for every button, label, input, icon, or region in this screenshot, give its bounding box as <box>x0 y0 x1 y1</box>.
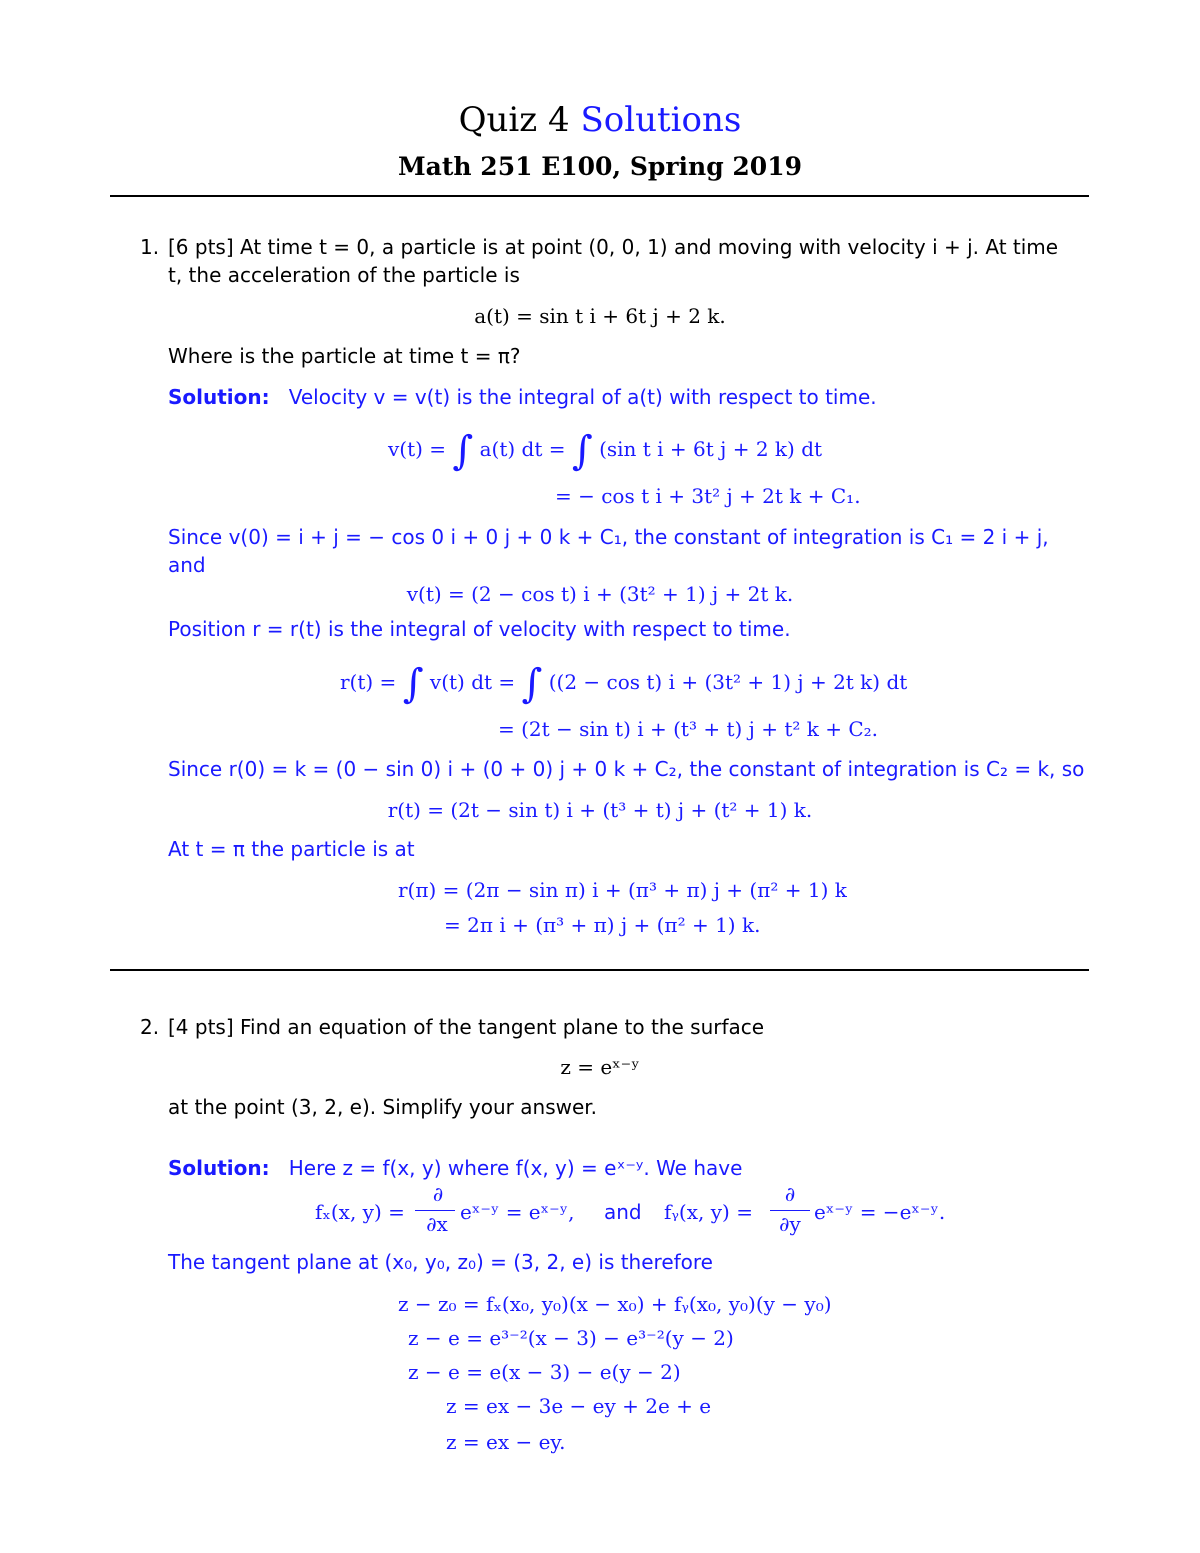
position-intro: Position r = r(t) is the integral of velocity with respect to time. <box>168 617 791 641</box>
acceleration-equation: a(t) = sin t i + 6t j + 2 k. <box>474 304 726 328</box>
fx-fraction-bar <box>415 1210 455 1211</box>
r-pi-line1: r(π) = (2π − sin π) i + (π³ + π) j + (π² + 1) k <box>398 878 847 902</box>
position-lhs: r(t) = <box>340 670 397 694</box>
fy-fraction-bar <box>770 1210 810 1211</box>
velocity-rhs: (sin t i + 6t j + 2 k) dt <box>599 437 823 461</box>
since-v-and: and <box>168 553 206 577</box>
problem2-number: 2. <box>140 1015 160 1039</box>
problem2-solution <box>168 1156 742 1180</box>
position-integral-line <box>340 661 907 707</box>
fy-rhs: eˣ⁻ʸ = −eˣ⁻ʸ. <box>814 1200 946 1224</box>
since-v-line: Since v(0) = i + j = − cos 0 i + 0 j + 0 k + C₁, the constant of integration is C₁ = 2 i + j, <box>168 525 1049 549</box>
problem2-at-point: at the point (3, 2, e). Simplify your answer. <box>168 1095 598 1119</box>
tangent-step: z = ex − 3e − ey + 2e + e <box>446 1394 712 1418</box>
solution-label: Solution: <box>168 1156 270 1180</box>
integral-sign: ∫ <box>571 428 593 474</box>
fy-fraction-num: ∂ <box>784 1182 796 1206</box>
velocity-mid: a(t) dt = <box>479 437 566 461</box>
fx-fraction-den: ∂x <box>426 1212 448 1236</box>
position-final: r(t) = (2t − sin t) i + (t³ + t) j + (t² + 1) k. <box>387 798 813 822</box>
fx-lhs: fₓ(x, y) = <box>315 1200 405 1224</box>
integral-sign: ∫ <box>521 661 543 707</box>
position-result: = (2t − sin t) i + (t³ + t) j + t² k + C₂. <box>498 717 878 741</box>
velocity-result: = − cos t i + 3t² j + 2t k + C₁. <box>555 484 861 508</box>
surface-equation: z = eˣ⁻ʸ <box>560 1055 640 1079</box>
since-r-line: Since r(0) = k = (0 − sin 0) i + (0 + 0) j + 0 k + C₂, the constant of integration is C₂ = k, so <box>168 757 1085 781</box>
fy-fraction-den: ∂y <box>779 1212 801 1236</box>
problem1-number: 1. <box>140 235 160 259</box>
problem1-statement-line1: [6 pts] At time t = 0, a particle is at point (0, 0, 1) and moving with velocity i + j. At time <box>168 235 1059 259</box>
integral-sign: ∫ <box>402 661 424 707</box>
tangent-step: z − e = e(x − 3) − e(y − 2) <box>408 1360 681 1384</box>
problem2-intro: Here z = f(x, y) where f(x, y) = eˣ⁻ʸ. We have <box>288 1156 743 1180</box>
top-divider <box>110 195 1089 197</box>
title-quiz: Quiz 4 <box>458 100 570 140</box>
integral-sign: ∫ <box>452 428 474 474</box>
tangent-step: z − e = e³⁻²(x − 3) − e³⁻²(y − 2) <box>408 1326 734 1350</box>
problem1-question: Where is the particle at time t = π? <box>168 344 521 368</box>
page-subtitle: Math 251 E100, Spring 2019 <box>398 152 802 181</box>
solution-label: Solution: <box>168 385 270 409</box>
velocity-final: v(t) = (2 − cos t) i + (3t² + 1) j + 2t k. <box>406 582 794 606</box>
fy-lhs: fᵧ(x, y) = <box>664 1200 753 1224</box>
title-solutions: Solutions <box>580 100 742 140</box>
page-title <box>0 100 1200 140</box>
fx-rhs: eˣ⁻ʸ = eˣ⁻ʸ, <box>460 1200 575 1224</box>
velocity-intro: Velocity v = v(t) is the integral of a(t) with respect to time. <box>288 385 877 409</box>
section-divider <box>110 969 1089 971</box>
position-rhs: ((2 − cos t) i + (3t² + 1) j + 2t k) dt <box>548 670 908 694</box>
velocity-integral-line <box>388 428 822 474</box>
tangent-step: z = ex − ey. <box>446 1430 566 1454</box>
at-pi-line: At t = π the particle is at <box>168 837 415 861</box>
velocity-lhs: v(t) = <box>388 437 447 461</box>
position-mid: v(t) dt = <box>429 670 516 694</box>
tangent-intro: The tangent plane at (x₀, y₀, z₀) = (3, 2, e) is therefore <box>168 1250 713 1274</box>
fx-fraction-num: ∂ <box>432 1182 444 1206</box>
r-pi-line2: = 2π i + (π³ + π) j + (π² + 1) k. <box>444 913 761 937</box>
problem1-statement-line2: t, the acceleration of the particle is <box>168 263 520 287</box>
problem1-solution <box>168 385 877 409</box>
and-word: and <box>604 1200 642 1224</box>
tangent-step: z − z₀ = fₓ(x₀, y₀)(x − x₀) + fᵧ(x₀, y₀)(y − y₀) <box>398 1292 832 1316</box>
problem2-statement: [4 pts] Find an equation of the tangent plane to the surface <box>168 1015 765 1039</box>
